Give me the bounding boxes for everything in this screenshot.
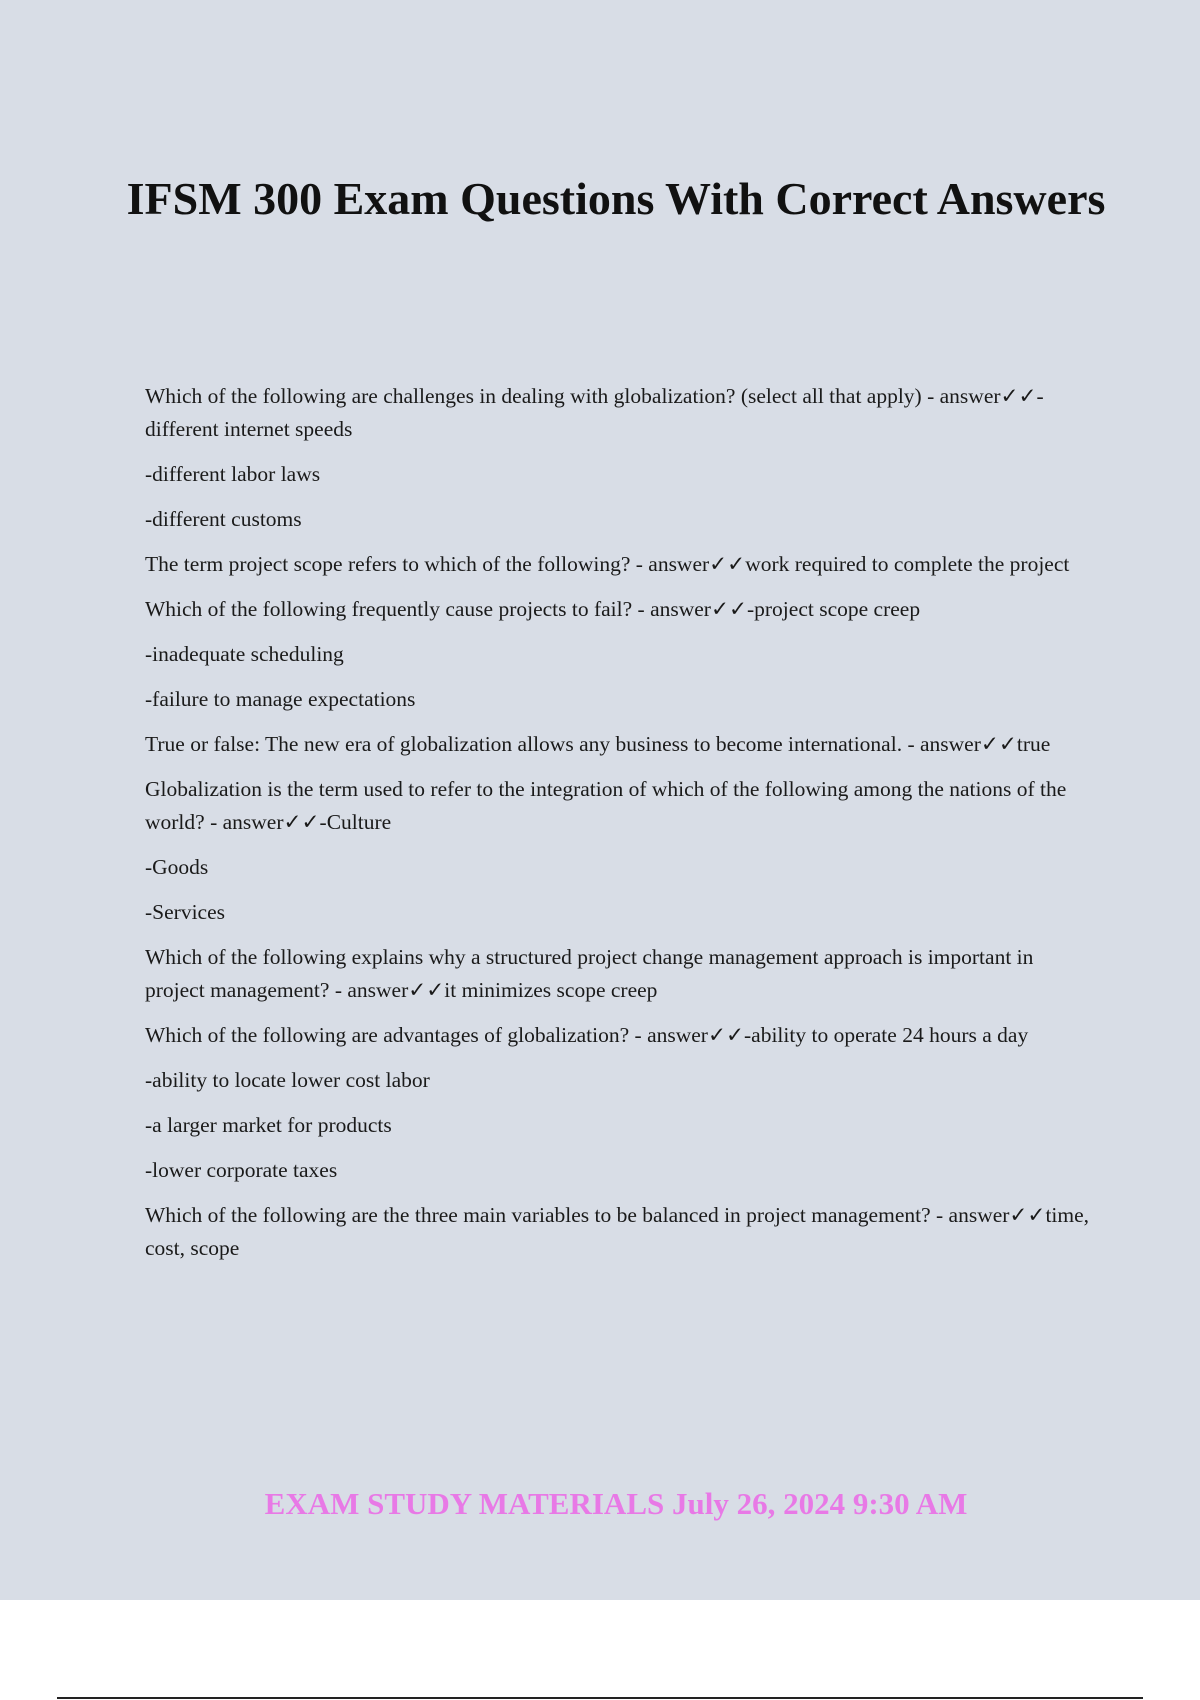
paragraph: Which of the following are advantages of globalization? - answer✓✓-ability to operate 24 hours a day <box>145 1023 1029 1047</box>
document-body <box>145 380 1095 1277</box>
paragraph: Which of the following explains why a structured project change management approach is important in project management? - answer✓✓it minimizes scope creep <box>145 945 1034 1002</box>
paragraph: Globalization is the term used to refer to the integration of which of the following among the nations of the world? - answer✓✓-Culture <box>145 777 1067 834</box>
paragraph: -Goods <box>145 855 209 879</box>
document-title: IFSM 300 Exam Questions With Correct Answers <box>126 173 1106 224</box>
paragraph: -failure to manage expectations <box>145 687 416 711</box>
paragraph: -different customs <box>145 507 302 531</box>
paragraph: Which of the following are the three main variables to be balanced in project management? - answer✓✓time, cost, scope <box>145 1203 1090 1260</box>
paragraph: -Services <box>145 900 225 924</box>
paragraph: Which of the following are challenges in dealing with globalization? (select all that apply) - answer✓✓-different internet speeds <box>145 384 1044 441</box>
paragraph: -inadequate scheduling <box>145 642 344 666</box>
paragraph: -a larger market for products <box>145 1113 392 1137</box>
paragraph: -different labor laws <box>145 462 321 486</box>
study-materials-stamp: EXAM STUDY MATERIALS July 26, 2024 9:30 AM <box>264 1486 968 1521</box>
paragraph: -ability to locate lower cost labor <box>145 1068 430 1092</box>
paragraph: Which of the following frequently cause projects to fail? - answer✓✓-project scope creep <box>145 597 921 621</box>
paragraph: The term project scope refers to which of the following? - answer✓✓work required to complete the project <box>145 552 1070 576</box>
paragraph: -lower corporate taxes <box>145 1158 338 1182</box>
page-divider <box>57 1697 1143 1699</box>
paragraph: True or false: The new era of globalization allows any business to become international. - answer✓✓true <box>145 732 1051 756</box>
